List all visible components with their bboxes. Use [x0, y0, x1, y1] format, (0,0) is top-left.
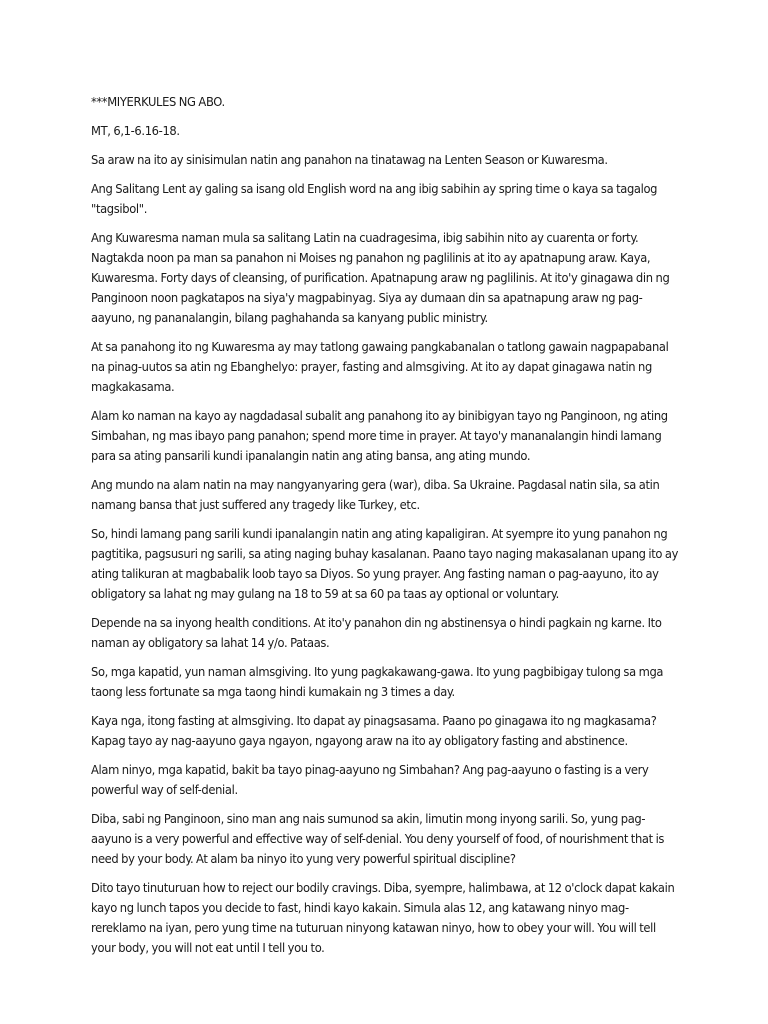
paragraph: Ang Salitang Lent ay galing sa isang old English word na ang ibig sabihin ay spring time o kaya sa tagalog "tagsibol".: [91, 182, 658, 217]
paragraph: Alam ko naman na kayo ay nagdadasal subalit ang panahong ito ay binibigyan tayo ng Panginoon, ng ating Simbahan, ng mas ibayo pang panahon; spend more time in prayer. At tayo'y mananalangin hindi lamang para sa ating pansarili kundi ipanalangin natin ang ating bansa, ang ating mundo.: [91, 409, 668, 464]
paragraph: Kaya nga, itong fasting at almsgiving. Ito dapat ay pinagsasama. Paano po ginagawa ito ng magkasama? Kapag tayo ay nag-aayuno gaya ngayon, ngayong araw na ito ay obligatory fasting and abstinence.: [91, 714, 657, 749]
document-body: [91, 93, 681, 968]
paragraph: Alam ninyo, mga kapatid, bakit ba tayo pinag-aayuno ng Simbahan? Ang pag-aayuno o fasting is a very powerful way of self-denial.: [91, 763, 649, 798]
paragraph: So, mga kapatid, yun naman almsgiving. Ito yung pagkakawang-gawa. Ito yung pagbibigay tulong sa mga taong less fortunate sa mga taong hindi kumakain ng 3 times a day.: [91, 665, 664, 700]
paragraph: Ang mundo na alam natin na may nangyanyaring gera (war), diba. Sa Ukraine. Pagdasal natin sila, sa atin namang bansa that just suffered any tragedy like Turkey, etc.: [91, 478, 660, 513]
paragraph: Depende na sa inyong health conditions. At ito'y panahon din ng abstinensya o hindi pagkain ng karne. Ito naman ay obligatory sa lahat 14 y/o. Pataas.: [91, 616, 662, 651]
paragraph: At sa panahong ito ng Kuwaresma ay may tatlong gawaing pangkabanalan o tatlong gawain nagpapabanal na pinag-uutos sa atin ng Ebanghelyo: prayer, fasting and almsgiving. At ito ay dapat ginagawa natin ng magkakasama.: [91, 340, 669, 395]
paragraph: Ang Kuwaresma naman mula sa salitang Latin na cuadragesima, ibig sabihin nito ay cuarenta or forty. Nagtakda noon pa man sa panahon ni Moises ng panahon ng paglilinis at ito ay apatnapung araw. Kaya, Kuwaresma. Forty days of cleansing, of purification. Apatnapung araw ng paglilinis. At ito'y ginagawa din ng Panginoon noon pagkatapos na siya'y magpabinyag. Siya ay dumaan din sa apatnapung araw ng pag-aayuno, ng pananalangin, bilang paghahanda sa kanyang public ministry.: [91, 231, 670, 326]
scripture-reference: MT, 6,1-6.16-18.: [91, 124, 180, 139]
paragraph: Dito tayo tinuturuan how to reject our bodily cravings. Diba, syempre, halimbawa, at 12 o'clock dapat kakain kayo ng lunch tapos you decide to fast, hindi kayo kakain. Simula alas 12, ang katawang ninyo mag-rereklamo na iyan, pero yung time na tuturuan ninyong katawan ninyo, how to obey your will. You will tell your body, you will not eat until I tell you to.: [91, 881, 675, 956]
paragraph: Sa araw na ito ay sinisimulan natin ang panahon na tinatawag na Lenten Season or Kuwaresma.: [91, 153, 608, 168]
paragraph: Diba, sabi ng Panginoon, sino man ang nais sumunod sa akin, limutin mong inyong sarili. So, yung pag-aayuno is a very powerful and effective way of self-denial. You deny yourself of food, of nourishment that is need by your body. At alam ba ninyo ito yung very powerful spiritual discipline?: [91, 812, 665, 867]
document-heading: ***MIYERKULES NG ABO.: [91, 95, 225, 110]
paragraph: So, hindi lamang pang sarili kundi ipanalangin natin ang ating kapaligiran. At syempre ito yung panahon ng pagtitika, pagsusuri ng sarili, sa ating naging buhay kasalanan. Paano tayo naging makasalanan upang ito ay ating talikuran at magbabalik loob tayo sa Diyos. So yung prayer. Ang fasting naman o pag-aayuno, ito ay obligatory sa lahat ng may gulang na 18 to 59 at sa 60 pa taas ay optional or voluntary.: [91, 527, 679, 602]
